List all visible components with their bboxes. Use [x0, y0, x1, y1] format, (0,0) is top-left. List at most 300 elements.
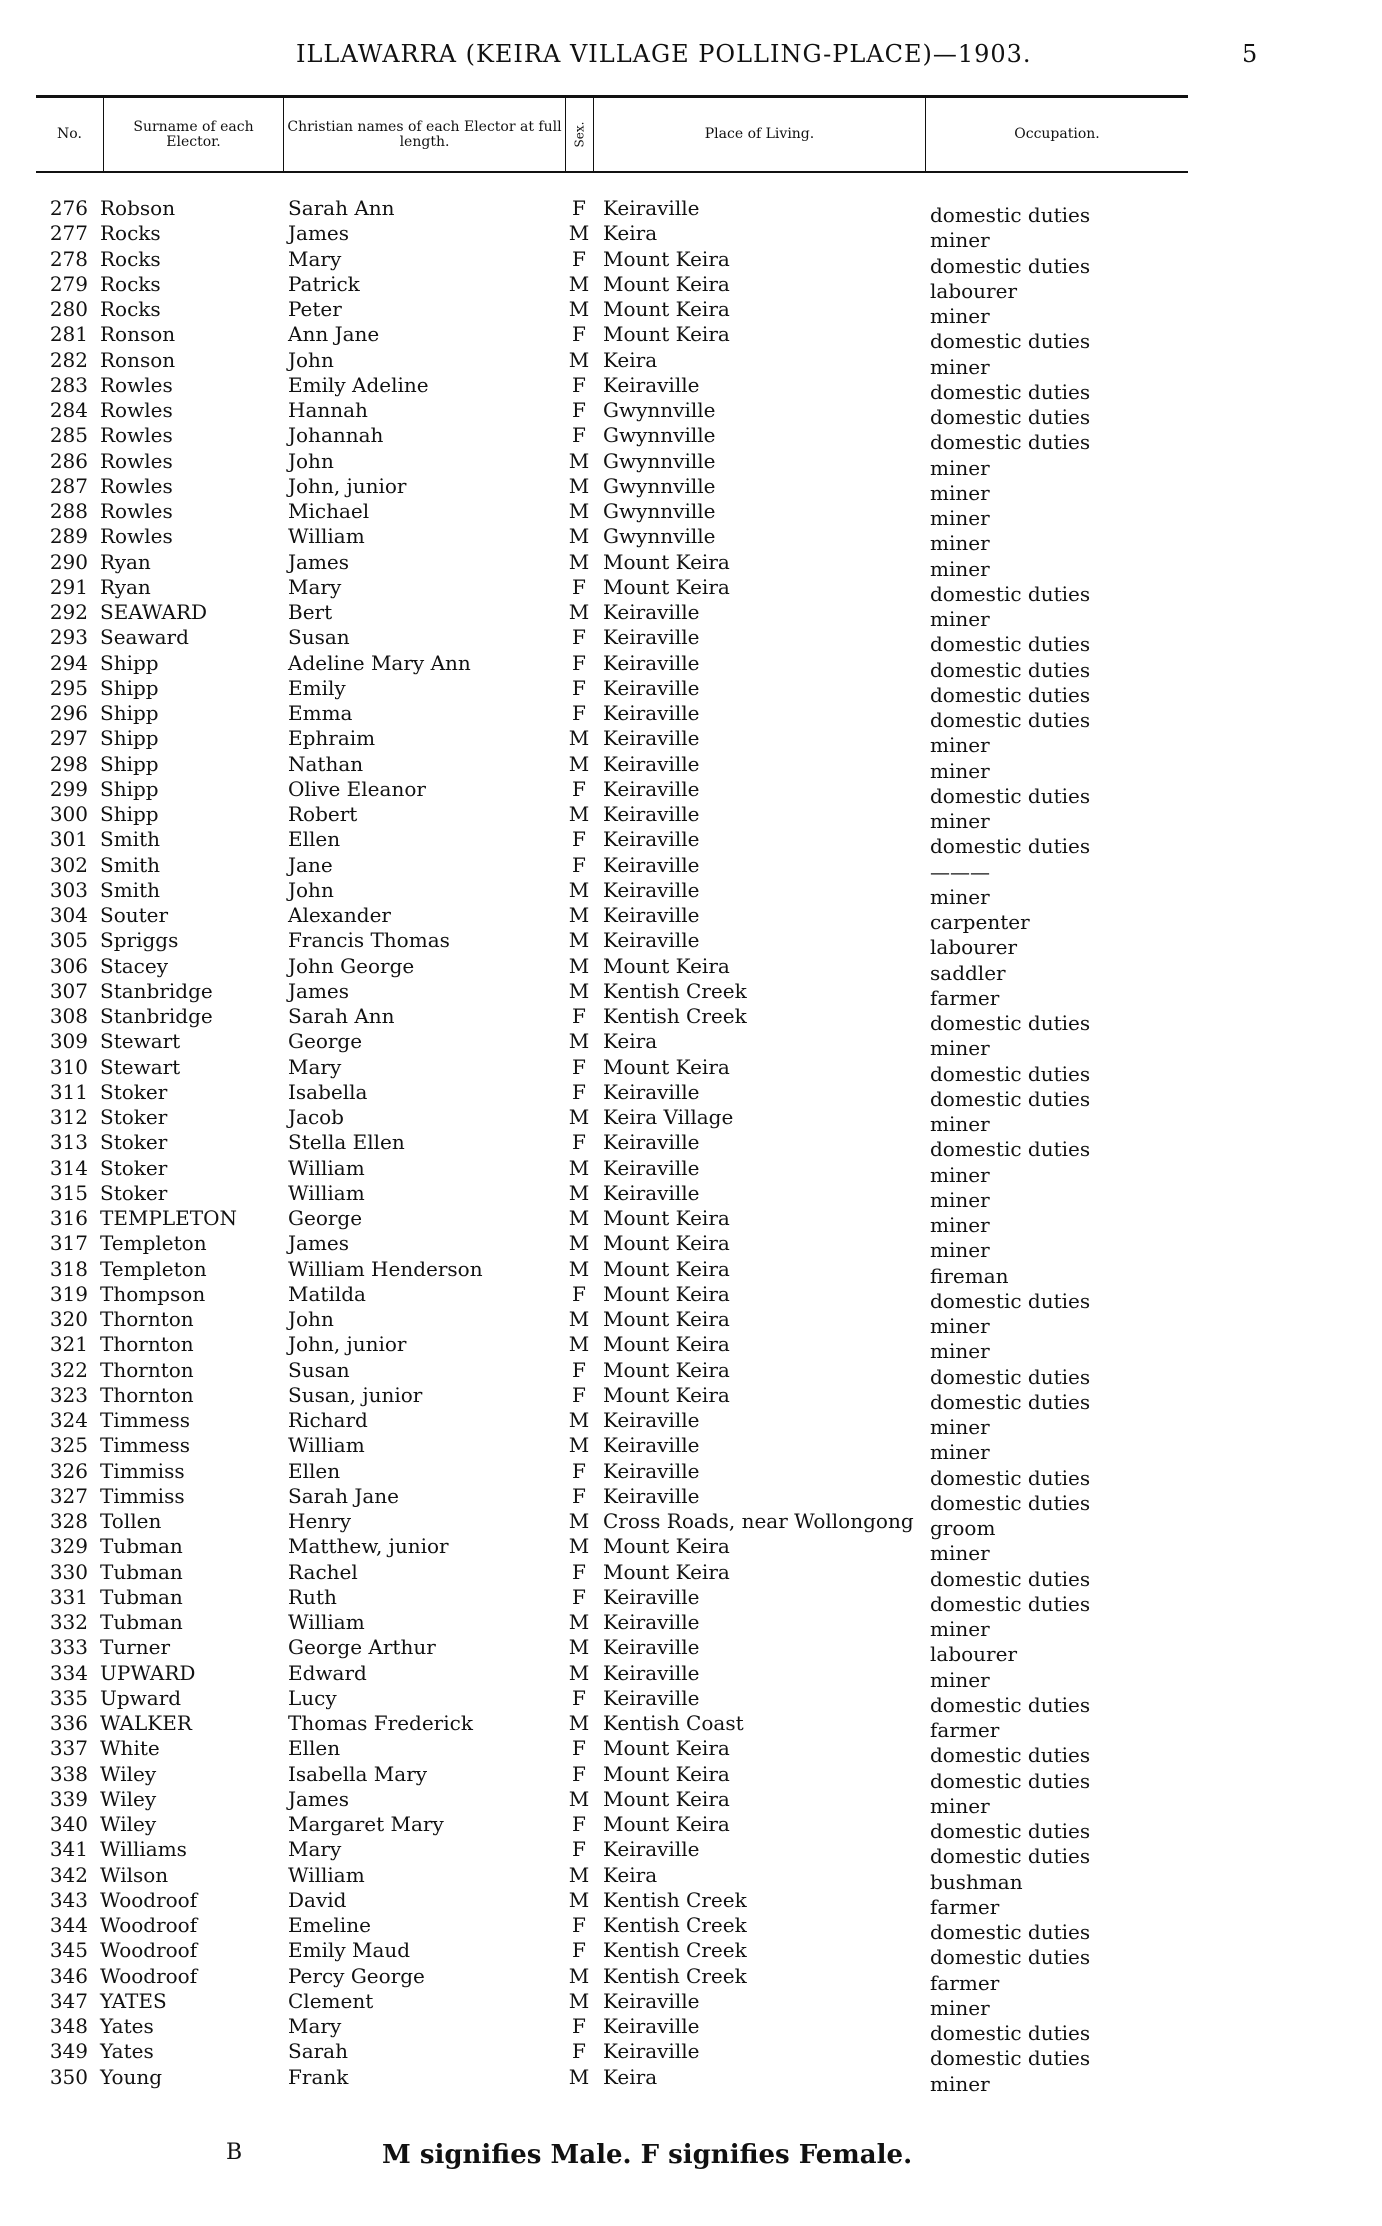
- row-number: 294: [49, 650, 88, 675]
- row-occupation: domestic duties: [930, 405, 1091, 429]
- row-surname: Rowles: [100, 524, 173, 549]
- row-christian-names: Ruth: [288, 1584, 337, 1609]
- row-surname: Stoker: [100, 1180, 168, 1205]
- table-row: [0, 322, 1382, 354]
- row-sex: F: [572, 1054, 586, 1079]
- row-occupation: miner: [930, 884, 990, 909]
- row-christian-names: Emily Adeline: [288, 372, 429, 397]
- row-christian-names: Margaret Mary: [288, 1812, 444, 1836]
- row-place-of-living: Keiraville: [603, 1837, 700, 1862]
- row-place-of-living: Mount Keira: [603, 574, 730, 599]
- row-christian-names: George: [288, 1029, 363, 1054]
- row-occupation: farmer: [930, 985, 1000, 1010]
- row-christian-names: Ellen: [288, 1736, 341, 1761]
- row-sex: F: [572, 1584, 586, 1609]
- row-number: 315: [49, 1180, 88, 1205]
- row-christian-names: John, junior: [288, 1332, 407, 1357]
- col-header-occupation: Occupation.: [1014, 126, 1100, 142]
- row-number: 283: [49, 372, 88, 397]
- row-occupation: domestic duties: [930, 1490, 1091, 1515]
- row-sex: M: [568, 1887, 590, 1912]
- row-number: 349: [49, 2039, 88, 2064]
- row-place-of-living: Gwynnville: [603, 448, 716, 473]
- row-christian-names: James: [288, 1786, 350, 1811]
- row-surname: Thornton: [100, 1382, 194, 1407]
- page-footer: [0, 2140, 1382, 2180]
- row-number: 328: [49, 1509, 88, 1533]
- row-surname: Shipp: [100, 776, 159, 801]
- row-sex: F: [572, 1559, 586, 1584]
- row-surname: Williams: [100, 1837, 187, 1862]
- table-row: [0, 1534, 1382, 1566]
- row-number: 289: [49, 524, 88, 549]
- table-row: [0, 347, 1382, 379]
- row-number: 342: [49, 1862, 88, 1887]
- row-place-of-living: Mount Keira: [603, 271, 730, 296]
- row-sex: F: [572, 1483, 586, 1508]
- row-number: 325: [49, 1433, 88, 1458]
- row-sex: F: [572, 1281, 586, 1306]
- row-surname: Ryan: [100, 549, 151, 574]
- row-occupation: miner: [930, 1036, 990, 1061]
- row-number: 347: [49, 1988, 88, 2013]
- row-christian-names: Francis Thomas: [288, 928, 450, 953]
- row-sex: M: [568, 347, 590, 372]
- row-sex: F: [572, 1458, 586, 1483]
- row-place-of-living: Kentish Creek: [603, 1938, 747, 1963]
- row-surname: Shipp: [100, 701, 159, 725]
- row-place-of-living: Kentish Creek: [603, 978, 747, 1003]
- row-surname: Wiley: [100, 1812, 157, 1836]
- row-surname: Shipp: [100, 726, 159, 751]
- row-christian-names: Ephraim: [288, 726, 376, 751]
- row-occupation: miner: [930, 1112, 990, 1136]
- table-row: [0, 398, 1382, 429]
- row-surname: Turner: [100, 1635, 171, 1660]
- row-place-of-living: Keiraville: [603, 1130, 700, 1155]
- row-number: 326: [49, 1458, 88, 1483]
- col-header-no: No.: [36, 98, 104, 171]
- row-place-of-living: Keiraville: [603, 877, 700, 902]
- row-christian-names: Jacob: [288, 1105, 344, 1129]
- row-number: 320: [49, 1307, 88, 1331]
- row-number: 321: [49, 1332, 88, 1357]
- row-christian-names: John: [288, 448, 334, 473]
- row-occupation: miner: [930, 1415, 990, 1439]
- row-occupation: ———: [930, 859, 990, 884]
- row-surname: Woodroof: [100, 1913, 198, 1937]
- table-row: [0, 903, 1382, 934]
- row-occupation: miner: [930, 354, 990, 379]
- row-sex: M: [568, 1105, 590, 1129]
- row-place-of-living: Keiraville: [603, 372, 700, 397]
- row-christian-names: John: [288, 347, 334, 372]
- table-row: [0, 473, 1382, 505]
- row-number: 346: [49, 1963, 88, 1988]
- row-occupation: miner: [930, 556, 990, 581]
- row-number: 327: [49, 1483, 88, 1508]
- row-occupation: domestic duties: [930, 783, 1091, 808]
- row-number: 290: [49, 549, 88, 574]
- table-row: [0, 1913, 1382, 1944]
- table-row: [0, 1433, 1382, 1465]
- table-row: [0, 625, 1382, 657]
- row-place-of-living: Keiraville: [603, 675, 700, 700]
- row-surname: Timmiss: [100, 1483, 185, 1508]
- row-sex: F: [572, 650, 586, 675]
- row-place-of-living: Gwynnville: [603, 473, 716, 498]
- row-sex: M: [568, 297, 590, 321]
- row-occupation: miner: [930, 1541, 990, 1566]
- row-place-of-living: Keiraville: [603, 1408, 700, 1432]
- table-row: [0, 1105, 1382, 1136]
- row-occupation: domestic duties: [930, 834, 1091, 859]
- table-row: [0, 1180, 1382, 1212]
- row-sex: M: [568, 1256, 590, 1281]
- row-surname: Tubman: [100, 1610, 183, 1634]
- row-occupation: saddler: [930, 960, 1006, 985]
- row-place-of-living: Mount Keira: [603, 1812, 730, 1836]
- row-christian-names: Mary: [288, 1837, 342, 1862]
- row-number: 278: [49, 246, 88, 271]
- row-number: 277: [49, 221, 88, 246]
- row-place-of-living: Keiraville: [603, 196, 700, 220]
- table-row: [0, 726, 1382, 758]
- column-headers: [36, 95, 1188, 173]
- row-number: 276: [49, 196, 88, 220]
- row-place-of-living: Keiraville: [603, 1584, 700, 1609]
- row-number: 324: [49, 1408, 88, 1432]
- row-surname: Timmess: [100, 1433, 191, 1458]
- row-number: 293: [49, 625, 88, 650]
- table-row: [0, 1206, 1382, 1237]
- table-row: [0, 221, 1382, 253]
- row-place-of-living: Keiraville: [603, 625, 700, 650]
- row-place-of-living: Mount Keira: [603, 297, 730, 321]
- row-surname: Stoker: [100, 1079, 168, 1104]
- row-surname: Spriggs: [100, 928, 179, 953]
- row-surname: Rowles: [100, 423, 173, 448]
- table-row: [0, 1408, 1382, 1439]
- row-surname: Woodroof: [100, 1887, 198, 1912]
- row-occupation: domestic duties: [930, 1844, 1091, 1869]
- row-surname: Tollen: [100, 1509, 162, 1533]
- row-sex: F: [572, 1685, 586, 1710]
- table-row: [0, 1256, 1382, 1288]
- row-sex: F: [572, 398, 586, 422]
- col-header-christian: Christian names of each Elector at full length.: [284, 98, 566, 171]
- table-row: [0, 1458, 1382, 1490]
- row-number: 333: [49, 1635, 88, 1660]
- row-place-of-living: Keiraville: [603, 600, 700, 624]
- row-surname: Rocks: [100, 271, 161, 296]
- row-sex: M: [568, 1660, 590, 1685]
- row-number: 322: [49, 1357, 88, 1382]
- row-occupation: domestic duties: [930, 1086, 1091, 1111]
- row-occupation: farmer: [930, 1894, 1000, 1919]
- row-place-of-living: Kentish Creek: [603, 1887, 747, 1912]
- row-number: 338: [49, 1761, 88, 1786]
- row-sex: M: [568, 802, 590, 826]
- col-header-place: Place of Living.: [594, 98, 926, 171]
- row-christian-names: Nathan: [288, 751, 364, 776]
- row-number: 309: [49, 1029, 88, 1054]
- row-sex: F: [572, 1382, 586, 1407]
- row-surname: Woodroof: [100, 1938, 198, 1963]
- row-place-of-living: Mount Keira: [603, 1559, 730, 1584]
- row-surname: Seaward: [100, 625, 189, 650]
- row-surname: Timmiss: [100, 1458, 185, 1483]
- row-place-of-living: Cross Roads, near Wollongong: [603, 1509, 914, 1533]
- row-christian-names: James: [288, 549, 350, 574]
- row-place-of-living: Keira: [603, 347, 658, 372]
- row-occupation: domestic duties: [930, 430, 1091, 455]
- row-place-of-living: Kentish Coast: [603, 1711, 744, 1735]
- table-row: [0, 1660, 1382, 1692]
- row-sex: F: [572, 322, 586, 347]
- row-occupation: farmer: [930, 1718, 1000, 1742]
- row-occupation: domestic duties: [930, 1920, 1091, 1944]
- row-christian-names: Sarah Jane: [288, 1483, 400, 1508]
- row-surname: YATES: [100, 1988, 167, 2013]
- table-row: [0, 1357, 1382, 1389]
- row-number: 334: [49, 1660, 88, 1685]
- row-occupation: miner: [930, 758, 990, 783]
- row-number: 282: [49, 347, 88, 372]
- row-sex: M: [568, 448, 590, 473]
- row-surname: SEAWARD: [100, 600, 208, 624]
- table-row: [0, 448, 1382, 480]
- page-number: 5: [1242, 40, 1258, 68]
- table-row: [0, 423, 1382, 455]
- row-christian-names: Sarah Ann: [288, 196, 395, 220]
- row-occupation: carpenter: [930, 910, 1030, 934]
- row-surname: TEMPLETON: [100, 1206, 237, 1230]
- elector-list: [0, 196, 1382, 2096]
- row-christian-names: Emma: [288, 701, 353, 725]
- row-place-of-living: Mount Keira: [603, 1206, 730, 1230]
- row-christian-names: Susan, junior: [288, 1382, 423, 1407]
- row-place-of-living: Mount Keira: [603, 1357, 730, 1382]
- row-place-of-living: Keiraville: [603, 1660, 700, 1685]
- row-number: 287: [49, 473, 88, 498]
- row-christian-names: James: [288, 978, 350, 1003]
- row-occupation: miner: [930, 607, 990, 631]
- row-christian-names: William: [288, 1180, 365, 1205]
- row-place-of-living: Mount Keira: [603, 1231, 730, 1256]
- table-row: [0, 1079, 1382, 1111]
- row-sex: F: [572, 852, 586, 877]
- table-row: [0, 2039, 1382, 2071]
- row-christian-names: William: [288, 1155, 365, 1180]
- row-sex: M: [568, 1029, 590, 1054]
- table-row: [0, 2064, 1382, 2096]
- row-number: 280: [49, 297, 88, 321]
- row-place-of-living: Keiraville: [603, 2014, 700, 2038]
- row-sex: M: [568, 751, 590, 776]
- table-row: [0, 549, 1382, 581]
- row-occupation: groom: [930, 1516, 996, 1540]
- row-place-of-living: Keiraville: [603, 903, 700, 927]
- row-occupation: domestic duties: [930, 1061, 1091, 1086]
- table-row: [0, 1862, 1382, 1894]
- row-sex: M: [568, 928, 590, 953]
- row-place-of-living: Keira: [603, 1862, 658, 1887]
- row-number: 341: [49, 1837, 88, 1862]
- row-christian-names: Susan: [288, 1357, 350, 1382]
- row-christian-names: Johannah: [288, 423, 384, 448]
- row-surname: Rowles: [100, 499, 173, 523]
- row-sex: F: [572, 1079, 586, 1104]
- row-number: 296: [49, 701, 88, 725]
- row-occupation: domestic duties: [930, 1465, 1091, 1490]
- row-sex: M: [568, 1206, 590, 1230]
- row-christian-names: Olive Eleanor: [288, 776, 426, 801]
- row-sex: M: [568, 499, 590, 523]
- row-sex: F: [572, 776, 586, 801]
- row-place-of-living: Keiraville: [603, 1685, 700, 1710]
- row-occupation: miner: [930, 1667, 990, 1692]
- row-place-of-living: Keiraville: [603, 827, 700, 852]
- row-place-of-living: Keira: [603, 2064, 658, 2089]
- row-number: 332: [49, 1610, 88, 1634]
- row-christian-names: David: [288, 1887, 347, 1912]
- row-christian-names: John: [288, 1307, 334, 1331]
- row-surname: White: [100, 1736, 160, 1761]
- row-christian-names: Thomas Frederick: [288, 1711, 473, 1735]
- row-number: 310: [49, 1054, 88, 1079]
- row-occupation: domestic duties: [930, 1389, 1091, 1414]
- row-christian-names: Sarah: [288, 2039, 348, 2064]
- row-occupation: miner: [930, 531, 990, 556]
- row-christian-names: William: [288, 1862, 365, 1887]
- row-place-of-living: Keiraville: [603, 1433, 700, 1458]
- row-occupation: labourer: [930, 1642, 1018, 1667]
- row-number: 330: [49, 1559, 88, 1584]
- table-row: [0, 1509, 1382, 1540]
- row-christian-names: Emeline: [288, 1913, 371, 1937]
- row-number: 302: [49, 852, 88, 877]
- row-sex: F: [572, 1130, 586, 1155]
- row-number: 288: [49, 499, 88, 523]
- row-number: 313: [49, 1130, 88, 1155]
- row-place-of-living: Mount Keira: [603, 1307, 730, 1331]
- row-sex: F: [572, 1938, 586, 1963]
- row-place-of-living: Keiraville: [603, 802, 700, 826]
- row-occupation: miner: [930, 1440, 990, 1465]
- row-occupation: miner: [930, 809, 990, 833]
- row-christian-names: Emily: [288, 675, 346, 700]
- row-occupation: farmer: [930, 1970, 1000, 1995]
- row-christian-names: Edward: [288, 1660, 367, 1685]
- row-place-of-living: Mount Keira: [603, 246, 730, 271]
- row-place-of-living: Keiraville: [603, 1079, 700, 1104]
- row-christian-names: Rachel: [288, 1559, 358, 1584]
- row-number: 335: [49, 1685, 88, 1710]
- row-christian-names: Robert: [288, 802, 358, 826]
- row-place-of-living: Keiraville: [603, 852, 700, 877]
- row-sex: M: [568, 1332, 590, 1357]
- sex-legend: M signifies Male. F signifies Female.: [382, 2140, 913, 2170]
- row-place-of-living: Keiraville: [603, 751, 700, 776]
- row-place-of-living: Keiraville: [603, 928, 700, 953]
- table-row: [0, 1382, 1382, 1414]
- row-christian-names: Susan: [288, 625, 350, 650]
- row-number: 304: [49, 903, 88, 927]
- row-sex: F: [572, 574, 586, 599]
- table-row: [0, 751, 1382, 783]
- row-number: 318: [49, 1256, 88, 1281]
- row-surname: Stanbridge: [100, 1004, 213, 1028]
- row-occupation: domestic duties: [930, 253, 1091, 278]
- row-number: 319: [49, 1281, 88, 1306]
- row-occupation: labourer: [930, 935, 1018, 960]
- table-row: [0, 1761, 1382, 1793]
- row-place-of-living: Mount Keira: [603, 1256, 730, 1281]
- row-number: 345: [49, 1938, 88, 1963]
- row-sex: M: [568, 1711, 590, 1735]
- row-surname: Thornton: [100, 1307, 194, 1331]
- row-occupation: domestic duties: [930, 1945, 1091, 1970]
- row-place-of-living: Gwynnville: [603, 398, 716, 422]
- table-row: [0, 600, 1382, 631]
- row-place-of-living: Keiraville: [603, 650, 700, 675]
- row-surname: Smith: [100, 877, 160, 902]
- row-christian-names: Clement: [288, 1988, 374, 2013]
- row-number: 301: [49, 827, 88, 852]
- row-christian-names: James: [288, 1231, 350, 1256]
- row-sex: M: [568, 1433, 590, 1458]
- row-occupation: miner: [930, 1162, 990, 1187]
- row-surname: Upward: [100, 1685, 182, 1710]
- table-row: [0, 675, 1382, 707]
- row-surname: Robson: [100, 196, 176, 220]
- row-surname: Rocks: [100, 246, 161, 271]
- row-surname: Shipp: [100, 650, 159, 675]
- row-sex: M: [568, 271, 590, 296]
- row-christian-names: Ann Jane: [288, 322, 380, 347]
- row-place-of-living: Keira: [603, 221, 658, 246]
- table-row: [0, 1483, 1382, 1515]
- table-row: [0, 372, 1382, 404]
- row-surname: Templeton: [100, 1256, 207, 1281]
- row-occupation: miner: [930, 1995, 990, 2020]
- row-surname: Smith: [100, 852, 160, 877]
- row-sex: M: [568, 877, 590, 902]
- signature-mark: B: [226, 2140, 243, 2165]
- table-row: [0, 246, 1382, 278]
- row-surname: Stoker: [100, 1155, 168, 1180]
- row-surname: Stanbridge: [100, 978, 213, 1003]
- row-sex: M: [568, 473, 590, 498]
- row-christian-names: John, junior: [288, 473, 407, 498]
- table-row: [0, 1786, 1382, 1818]
- table-row: [0, 1029, 1382, 1061]
- row-sex: M: [568, 1786, 590, 1811]
- row-number: 292: [49, 600, 88, 624]
- row-occupation: domestic duties: [930, 1137, 1091, 1162]
- row-sex: F: [572, 625, 586, 650]
- row-surname: Wiley: [100, 1786, 157, 1811]
- row-occupation: miner: [930, 1617, 990, 1641]
- table-row: [0, 1887, 1382, 1919]
- row-occupation: domestic duties: [930, 1743, 1091, 1768]
- row-occupation: miner: [930, 1793, 990, 1818]
- row-surname: Rowles: [100, 398, 173, 422]
- row-christian-names: John George: [288, 953, 415, 978]
- row-number: 340: [49, 1812, 88, 1836]
- table-row: [0, 1685, 1382, 1717]
